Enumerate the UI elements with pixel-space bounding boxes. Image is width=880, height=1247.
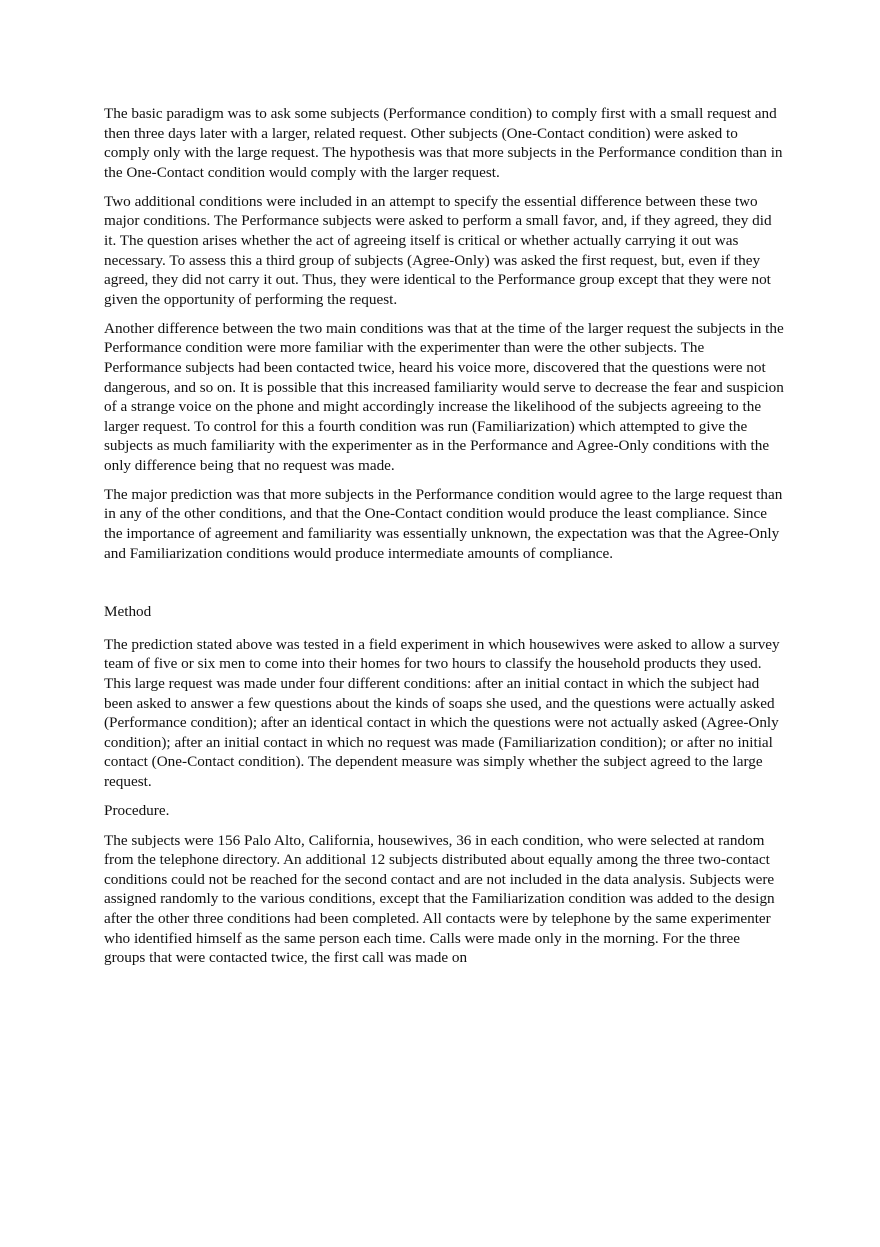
method-heading: Method: [104, 603, 152, 621]
procedure-heading: Procedure.: [104, 801, 170, 819]
paragraph-method: The prediction stated above was tested in a field experiment in which housewives were asked to allow a survey team of five or six men to come into their homes for two hours to classify the household products they used. This large request was made under four different conditions: after an initial contact in which the subject had been asked to answer a few questions about the kinds of soaps she used, and the questions were actually asked (Performance condition); after an identical contact in which the questions were not actually asked (Agree-Only condition); after an initial contact in which no request was made (Familiarization condition); or after no initial contact (One-Contact condition). The dependent measure was simply whether the subject agreed to the large request.: [104, 635, 780, 790]
paragraph-paradigm: The basic paradigm was to ask some subjects (Performance condition) to comply first with a small request and then three days later with a larger, related request. Other subjects (One-Contact condition) were asked to comply only with the large request. The hypothesis was that more subjects in the Performance condition than in the One-Contact condition would comply with the larger request.: [104, 105, 783, 181]
paragraph-additional-conditions: Two additional conditions were included in an attempt to specify the essential difference between these two major conditions. The Performance subjects were asked to perform a small favor, and, if they agreed, they did it. The question arises whether the act of agreeing itself is critical or whether actually carrying it out was necessary. To assess this a third group of subjects (Agree-Only) was asked the first request, but, even if they agreed, they did not carry it out. Thus, they were identical to the Performance group except that they were not given the opportunity of performing the request.: [104, 192, 772, 308]
document-body: [104, 104, 784, 977]
paragraph-familiarity: Another difference between the two main conditions was that at the time of the larger request the subjects in the Performance condition were more familiar with the experimenter than were the other subjects. The Performance subjects had been contacted twice, heard his voice more, discovered that the questions were not dangerous, and so on. It is possible that this increased familiarity would serve to decrease the fear and suspicion of a strange voice on the phone and might accordingly increase the likelihood of the subjects agreeing to the larger request. To control for this a fourth condition was run (Familiarization) which attempted to give the subjects as much familiarity with the experimenter as in the Performance and Agree-Only conditions with the only difference being that no request was made.: [104, 319, 784, 474]
paragraph-procedure: The subjects were 156 Palo Alto, California, housewives, 36 in each condition, who were selected at random from the telephone directory. An additional 12 subjects distributed about equally among the three two-contact conditions could not be reached for the second contact and are not included in the data analysis. Subjects were assigned randomly to the various conditions, except that the Familiarization condition was added to the design after the other three conditions had been completed. All contacts were by telephone by the same experimenter who identified himself as the same person each time. Calls were made only in the morning. For the three groups that were contacted twice, the first call was made on: [104, 831, 775, 967]
paragraph-prediction: The major prediction was that more subjects in the Performance condition would agree to the large request than in any of the other conditions, and that the One-Contact condition would produce the least compliance. Since the importance of agreement and familiarity was essentially unknown, the expectation was that the Agree-Only and Familiarization conditions would produce intermediate amounts of compliance.: [104, 485, 783, 562]
